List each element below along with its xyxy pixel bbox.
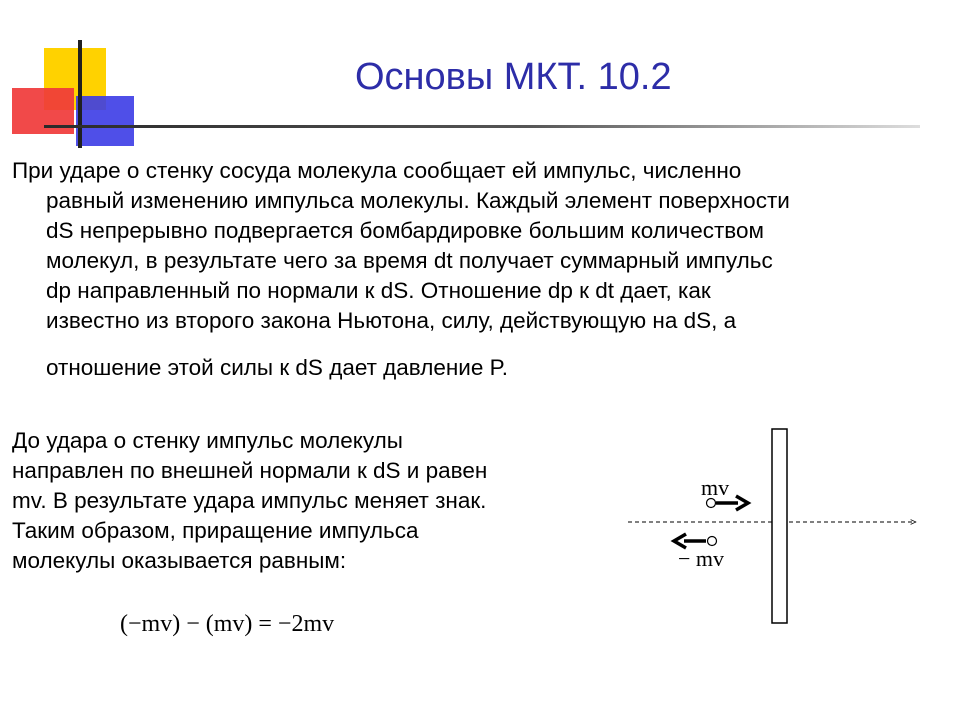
text-line: известно из второго закона Ньютона, силу, действующую на dS, а [46, 308, 737, 333]
text-line: равный изменению импульса молекулы. Каждый элемент поверхности [46, 188, 790, 213]
molecule-wall-diagram [620, 420, 930, 635]
momentum-formula: (−mv) − (mv) = −2mv [120, 611, 335, 637]
text-line: молекул, в результате чего за время dt получает суммарный импульс [46, 248, 773, 273]
wall [772, 429, 787, 623]
text-line: dS непрерывно подвергается бомбардировке большим количеством [46, 218, 764, 243]
decor-vertical-line [78, 40, 82, 148]
text-line: отношение этой силы к dS дает давление P. [46, 355, 508, 380]
text-line: mv. В результате удара импульс меняет знак. [12, 488, 487, 513]
text-line: направлен по внешней нормали к dS и равен [12, 458, 488, 483]
label-mv: mv [701, 475, 730, 500]
text-line: молекулы оказывается равным: [12, 548, 347, 573]
label-minus-mv: − mv [678, 546, 725, 571]
text-line: Таким образом, приращение импульса [12, 518, 419, 543]
decor-blue-square [76, 96, 134, 146]
molecule-after-icon [708, 537, 717, 546]
paragraph-impulse-wall [12, 156, 947, 383]
slide-title: Основы МКТ. 10.2 [355, 56, 672, 98]
text-line: dp направленный по нормали к dS. Отношение dp к dt дает, как [46, 278, 711, 303]
text-line: До удара о стенку импульс молекулы [12, 428, 403, 453]
paragraph-momentum-change [12, 426, 602, 576]
title-underline [44, 125, 920, 128]
text-line: При ударе о стенку сосуда молекула сообщает ей импульс, численно [12, 158, 742, 183]
